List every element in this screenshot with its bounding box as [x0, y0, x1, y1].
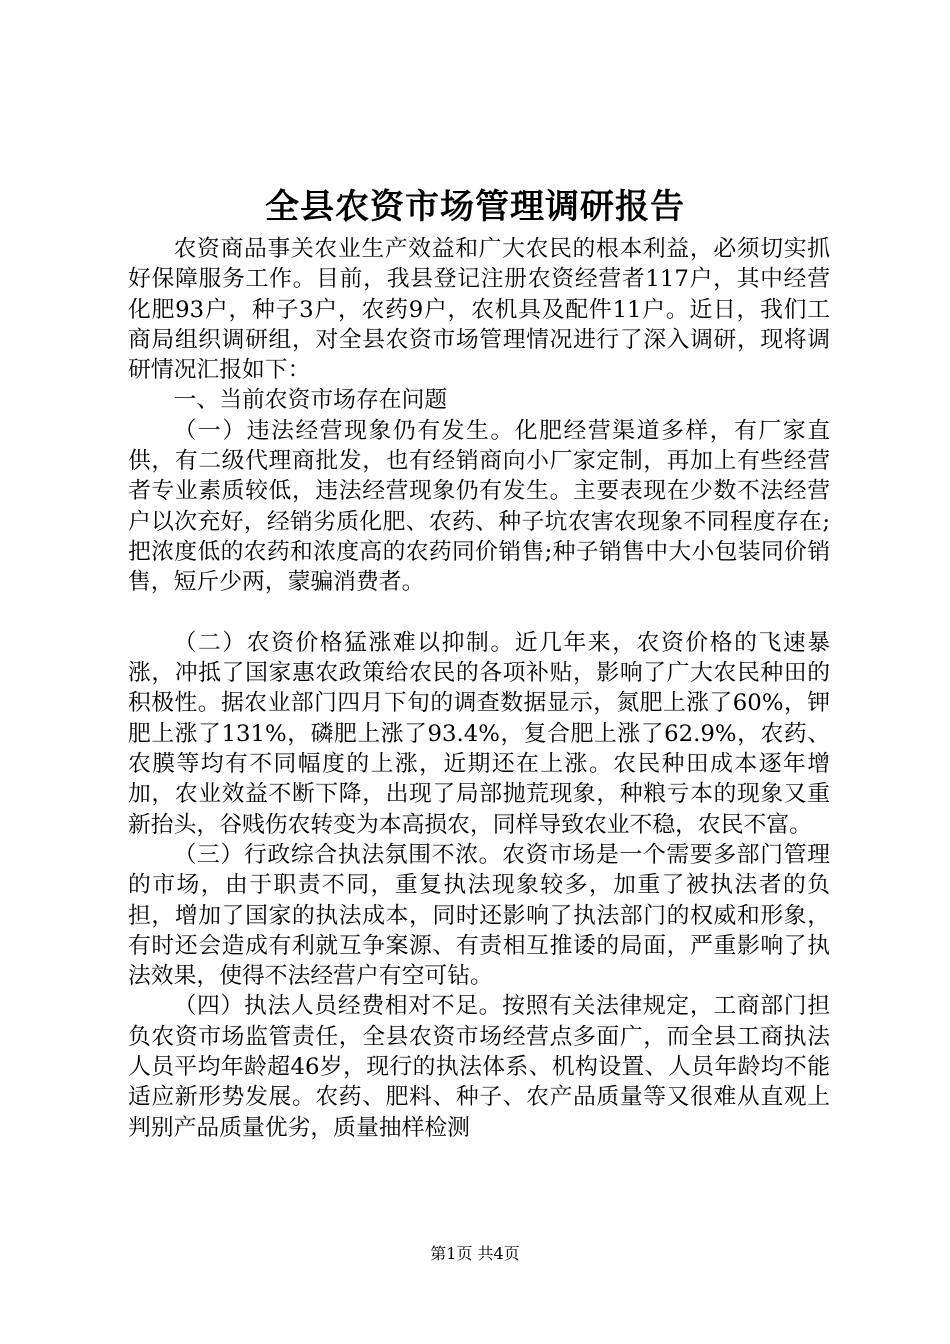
document-title: 全县农资市场管理调研报告 — [265, 187, 685, 227]
paragraph-intro: 农资商品事关农业生产效益和广大农民的根本利益，必须切实抓好保障服务工作。目前，我县登记注册农资经营者117户，其中经营化肥93户，种子3户，农药9户，农机具及配件11户。近日，我们工商局组织调研组，对全县农资市场管理情况进行了深入调研，现将调研情况汇报如下： — [128, 236, 830, 384]
paragraph-issue-4: （四）执法人员经费相对不足。按照有关法律规定，工商部门担负农资市场监管责任，全县农资市场经营点多面广，而全县工商执法人员平均年龄超46岁，现行的执法体系、机构设置、人员年龄均不能适应新形势发展。农药、肥料、种子、农产品质量等又很难从直观上判别产品质量优劣，质量抽样检测 — [128, 993, 830, 1141]
document-body — [128, 234, 830, 1143]
page-footer: 第1页 共4页 — [430, 1244, 520, 1263]
paragraph-issue-1: （一）违法经营现象仍有发生。化肥经营渠道多样，有厂家直供，有二级代理商批发，也有经销商向小厂家定制，再加上有些经营者专业素质较低，违法经营现象仍有发生。主要表现在少数不法经营户以次充好，经销劣质化肥、农药、种子坑农害农现象不同程度存在;把浓度低的农药和浓度高的农药同价销售;种子销售中大小包装同价销售，短斤少两，蒙骗消费者。 — [128, 417, 830, 596]
paragraph-issue-3: （三）行政综合执法氛围不浓。农资市场是一个需要多部门管理的市场，由于职责不同，重复执法现象较多，加重了被执法者的负担，增加了国家的执法成本，同时还影响了执法部门的权威和形象，有时还会造成有利就互争案源、有责相互推诿的局面，严重影响了执法效果，使得不法经营户有空可钻。 — [128, 841, 830, 990]
section-heading-1: 一、当前农资市场存在问题 — [173, 387, 448, 414]
paragraph-issue-2: （二）农资价格猛涨难以抑制。近几年来，农资价格的飞速暴涨，冲抵了国家惠农政策给农民的各项补贴，影响了广大农民种田的积极性。据农业部门四月下旬的调查数据显示，氮肥上涨了60%，钾肥上涨了131%，磷肥上涨了93.4%，复合肥上涨了62.9%，农药、农膜等均有不同幅度的上涨，近期还在上涨。农民种田成本逐年增加，农业效益不断下降，出现了局部抛荒现象，种粮亏本的现象又重新抬头，谷贱伤农转变为本高损农，同样导致农业不稳，农民不富。 — [128, 629, 830, 838]
